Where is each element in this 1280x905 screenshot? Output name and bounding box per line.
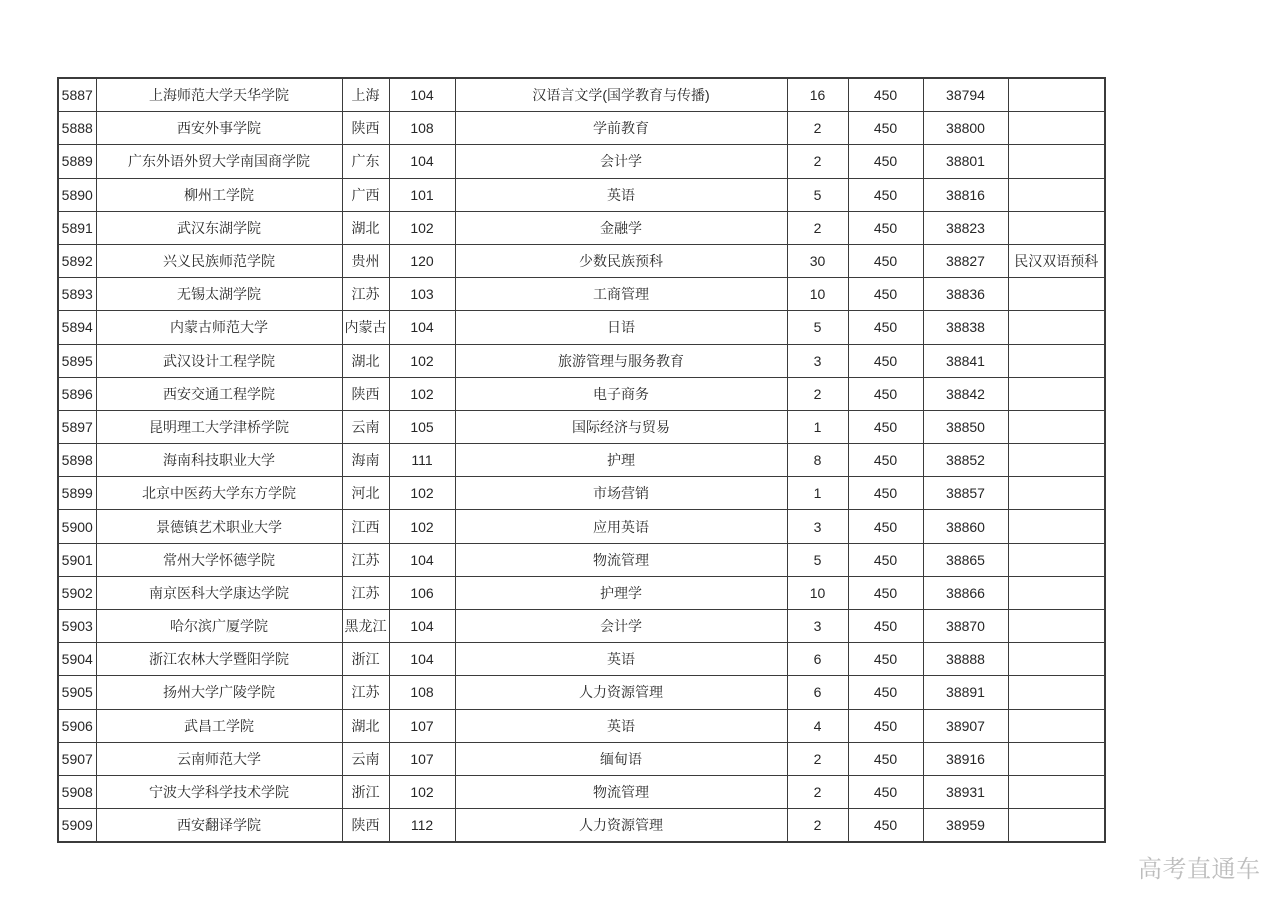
cell-remark <box>1008 643 1105 676</box>
cell-school-code: 5891 <box>58 211 96 244</box>
cell-plan-count: 3 <box>787 344 848 377</box>
cell-major-name: 金融学 <box>455 211 787 244</box>
cell-score: 450 <box>848 709 923 742</box>
cell-rank: 38931 <box>923 775 1008 808</box>
cell-score: 450 <box>848 78 923 112</box>
cell-major-name: 学前教育 <box>455 112 787 145</box>
cell-major-code: 104 <box>389 610 455 643</box>
cell-major-code: 105 <box>389 410 455 443</box>
cell-school-name: 西安翻译学院 <box>96 809 342 843</box>
cell-school-name: 西安交通工程学院 <box>96 377 342 410</box>
cell-province: 江苏 <box>342 543 389 576</box>
cell-major-code: 104 <box>389 643 455 676</box>
cell-plan-count: 3 <box>787 610 848 643</box>
cell-rank: 38836 <box>923 278 1008 311</box>
cell-score: 450 <box>848 344 923 377</box>
cell-plan-count: 2 <box>787 809 848 843</box>
cell-plan-count: 1 <box>787 477 848 510</box>
cell-province: 陕西 <box>342 377 389 410</box>
cell-school-code: 5890 <box>58 178 96 211</box>
cell-remark <box>1008 112 1105 145</box>
cell-school-name: 西安外事学院 <box>96 112 342 145</box>
cell-school-code: 5887 <box>58 78 96 112</box>
cell-school-code: 5908 <box>58 775 96 808</box>
cell-school-code: 5896 <box>58 377 96 410</box>
cell-school-code: 5897 <box>58 410 96 443</box>
cell-school-name: 哈尔滨广厦学院 <box>96 610 342 643</box>
cell-school-name: 常州大学怀德学院 <box>96 543 342 576</box>
cell-major-name: 市场营销 <box>455 477 787 510</box>
cell-rank: 38800 <box>923 112 1008 145</box>
cell-remark <box>1008 809 1105 843</box>
table-row <box>58 344 1105 377</box>
cell-plan-count: 5 <box>787 543 848 576</box>
cell-province: 河北 <box>342 477 389 510</box>
cell-rank: 38891 <box>923 676 1008 709</box>
table-row <box>58 477 1105 510</box>
admission-table <box>57 77 1106 843</box>
table-row <box>58 775 1105 808</box>
cell-province: 广东 <box>342 145 389 178</box>
cell-province: 湖北 <box>342 211 389 244</box>
cell-major-name: 少数民族预科 <box>455 244 787 277</box>
cell-major-name: 人力资源管理 <box>455 676 787 709</box>
table-row <box>58 178 1105 211</box>
cell-plan-count: 5 <box>787 311 848 344</box>
cell-school-name: 扬州大学广陵学院 <box>96 676 342 709</box>
cell-major-name: 旅游管理与服务教育 <box>455 344 787 377</box>
cell-province: 云南 <box>342 410 389 443</box>
cell-major-name: 英语 <box>455 709 787 742</box>
cell-remark <box>1008 742 1105 775</box>
cell-rank: 38827 <box>923 244 1008 277</box>
cell-score: 450 <box>848 742 923 775</box>
cell-major-name: 工商管理 <box>455 278 787 311</box>
cell-score: 450 <box>848 311 923 344</box>
cell-school-code: 5889 <box>58 145 96 178</box>
cell-score: 450 <box>848 145 923 178</box>
cell-score: 450 <box>848 377 923 410</box>
cell-remark <box>1008 543 1105 576</box>
cell-school-name: 兴义民族师范学院 <box>96 244 342 277</box>
cell-remark <box>1008 610 1105 643</box>
cell-rank: 38801 <box>923 145 1008 178</box>
cell-score: 450 <box>848 610 923 643</box>
cell-plan-count: 2 <box>787 742 848 775</box>
cell-major-name: 护理 <box>455 444 787 477</box>
cell-rank: 38866 <box>923 576 1008 609</box>
cell-score: 450 <box>848 643 923 676</box>
cell-plan-count: 2 <box>787 211 848 244</box>
cell-province: 内蒙古 <box>342 311 389 344</box>
cell-rank: 38865 <box>923 543 1008 576</box>
cell-rank: 38959 <box>923 809 1008 843</box>
cell-school-name: 武汉东湖学院 <box>96 211 342 244</box>
cell-major-name: 缅甸语 <box>455 742 787 775</box>
cell-major-code: 102 <box>389 510 455 543</box>
cell-major-code: 108 <box>389 676 455 709</box>
cell-school-name: 武汉设计工程学院 <box>96 344 342 377</box>
cell-province: 海南 <box>342 444 389 477</box>
cell-major-name: 汉语言文学(国学教育与传播) <box>455 78 787 112</box>
cell-major-code: 111 <box>389 444 455 477</box>
cell-plan-count: 2 <box>787 145 848 178</box>
cell-school-code: 5906 <box>58 709 96 742</box>
cell-school-name: 广东外语外贸大学南国商学院 <box>96 145 342 178</box>
cell-score: 450 <box>848 444 923 477</box>
cell-school-code: 5892 <box>58 244 96 277</box>
cell-rank: 38842 <box>923 377 1008 410</box>
cell-major-name: 会计学 <box>455 610 787 643</box>
cell-remark: 民汉双语预科 <box>1008 244 1105 277</box>
cell-major-name: 日语 <box>455 311 787 344</box>
cell-score: 450 <box>848 576 923 609</box>
cell-school-code: 5893 <box>58 278 96 311</box>
cell-remark <box>1008 410 1105 443</box>
cell-province: 广西 <box>342 178 389 211</box>
cell-province: 江西 <box>342 510 389 543</box>
cell-province: 贵州 <box>342 244 389 277</box>
cell-plan-count: 10 <box>787 576 848 609</box>
cell-province: 浙江 <box>342 643 389 676</box>
cell-major-code: 102 <box>389 377 455 410</box>
cell-major-code: 120 <box>389 244 455 277</box>
cell-remark <box>1008 211 1105 244</box>
cell-rank: 38888 <box>923 643 1008 676</box>
table-row <box>58 112 1105 145</box>
cell-remark <box>1008 676 1105 709</box>
cell-school-name: 昆明理工大学津桥学院 <box>96 410 342 443</box>
table-row <box>58 709 1105 742</box>
cell-major-code: 103 <box>389 278 455 311</box>
cell-remark <box>1008 775 1105 808</box>
cell-province: 陕西 <box>342 809 389 843</box>
cell-school-name: 海南科技职业大学 <box>96 444 342 477</box>
cell-rank: 38857 <box>923 477 1008 510</box>
cell-major-code: 112 <box>389 809 455 843</box>
cell-remark <box>1008 576 1105 609</box>
cell-major-name: 英语 <box>455 643 787 676</box>
cell-plan-count: 1 <box>787 410 848 443</box>
cell-plan-count: 6 <box>787 643 848 676</box>
table-row <box>58 643 1105 676</box>
cell-score: 450 <box>848 211 923 244</box>
cell-remark <box>1008 78 1105 112</box>
cell-province: 上海 <box>342 78 389 112</box>
cell-major-code: 102 <box>389 211 455 244</box>
cell-school-name: 武昌工学院 <box>96 709 342 742</box>
cell-major-code: 104 <box>389 543 455 576</box>
cell-remark <box>1008 178 1105 211</box>
table-row <box>58 444 1105 477</box>
table-row <box>58 145 1105 178</box>
cell-school-code: 5899 <box>58 477 96 510</box>
cell-school-code: 5903 <box>58 610 96 643</box>
cell-province: 江苏 <box>342 576 389 609</box>
cell-rank: 38794 <box>923 78 1008 112</box>
cell-remark <box>1008 444 1105 477</box>
cell-plan-count: 10 <box>787 278 848 311</box>
cell-major-code: 104 <box>389 311 455 344</box>
cell-province: 江苏 <box>342 278 389 311</box>
cell-school-code: 5902 <box>58 576 96 609</box>
cell-score: 450 <box>848 543 923 576</box>
table-row <box>58 576 1105 609</box>
cell-score: 450 <box>848 410 923 443</box>
cell-remark <box>1008 377 1105 410</box>
table-row <box>58 377 1105 410</box>
cell-rank: 38860 <box>923 510 1008 543</box>
cell-score: 450 <box>848 112 923 145</box>
cell-score: 450 <box>848 676 923 709</box>
cell-school-code: 5909 <box>58 809 96 843</box>
cell-school-code: 5901 <box>58 543 96 576</box>
cell-remark <box>1008 145 1105 178</box>
cell-major-code: 106 <box>389 576 455 609</box>
table-row <box>58 676 1105 709</box>
cell-school-name: 无锡太湖学院 <box>96 278 342 311</box>
table-row <box>58 78 1105 112</box>
cell-school-name: 宁波大学科学技术学院 <box>96 775 342 808</box>
cell-school-code: 5888 <box>58 112 96 145</box>
cell-plan-count: 6 <box>787 676 848 709</box>
cell-rank: 38823 <box>923 211 1008 244</box>
cell-major-name: 国际经济与贸易 <box>455 410 787 443</box>
cell-plan-count: 5 <box>787 178 848 211</box>
cell-plan-count: 3 <box>787 510 848 543</box>
cell-school-name: 上海师范大学天华学院 <box>96 78 342 112</box>
cell-rank: 38916 <box>923 742 1008 775</box>
table-row <box>58 278 1105 311</box>
cell-plan-count: 30 <box>787 244 848 277</box>
cell-remark <box>1008 278 1105 311</box>
cell-score: 450 <box>848 477 923 510</box>
cell-score: 450 <box>848 809 923 843</box>
cell-major-name: 物流管理 <box>455 543 787 576</box>
cell-score: 450 <box>848 510 923 543</box>
cell-province: 黑龙江 <box>342 610 389 643</box>
table-row <box>58 211 1105 244</box>
cell-province: 陕西 <box>342 112 389 145</box>
admission-table-body <box>58 78 1105 842</box>
cell-major-name: 人力资源管理 <box>455 809 787 843</box>
cell-major-code: 107 <box>389 709 455 742</box>
cell-major-code: 107 <box>389 742 455 775</box>
cell-rank: 38841 <box>923 344 1008 377</box>
cell-school-code: 5895 <box>58 344 96 377</box>
cell-school-name: 云南师范大学 <box>96 742 342 775</box>
table-row <box>58 244 1105 277</box>
cell-remark <box>1008 344 1105 377</box>
cell-school-name: 南京医科大学康达学院 <box>96 576 342 609</box>
watermark-gaokao-zhitongche: 高考直通车 <box>1138 856 1261 883</box>
cell-school-name: 景德镇艺术职业大学 <box>96 510 342 543</box>
cell-rank: 38838 <box>923 311 1008 344</box>
cell-major-name: 应用英语 <box>455 510 787 543</box>
table-row <box>58 610 1105 643</box>
cell-rank: 38870 <box>923 610 1008 643</box>
cell-score: 450 <box>848 775 923 808</box>
cell-school-name: 柳州工学院 <box>96 178 342 211</box>
cell-rank: 38816 <box>923 178 1008 211</box>
table-row <box>58 311 1105 344</box>
cell-school-code: 5905 <box>58 676 96 709</box>
cell-plan-count: 4 <box>787 709 848 742</box>
table-row <box>58 410 1105 443</box>
cell-school-code: 5904 <box>58 643 96 676</box>
cell-province: 湖北 <box>342 709 389 742</box>
cell-remark <box>1008 311 1105 344</box>
cell-school-code: 5900 <box>58 510 96 543</box>
table-row <box>58 543 1105 576</box>
cell-major-code: 102 <box>389 477 455 510</box>
cell-remark <box>1008 477 1105 510</box>
cell-school-code: 5907 <box>58 742 96 775</box>
cell-remark <box>1008 510 1105 543</box>
cell-province: 湖北 <box>342 344 389 377</box>
cell-major-name: 英语 <box>455 178 787 211</box>
cell-rank: 38852 <box>923 444 1008 477</box>
cell-school-name: 北京中医药大学东方学院 <box>96 477 342 510</box>
cell-school-name: 浙江农林大学暨阳学院 <box>96 643 342 676</box>
cell-province: 云南 <box>342 742 389 775</box>
cell-plan-count: 2 <box>787 377 848 410</box>
cell-plan-count: 2 <box>787 775 848 808</box>
cell-score: 450 <box>848 178 923 211</box>
cell-school-code: 5894 <box>58 311 96 344</box>
cell-major-code: 102 <box>389 775 455 808</box>
cell-major-code: 104 <box>389 145 455 178</box>
table-row <box>58 809 1105 843</box>
cell-major-name: 护理学 <box>455 576 787 609</box>
table-row <box>58 742 1105 775</box>
cell-major-code: 104 <box>389 78 455 112</box>
cell-remark <box>1008 709 1105 742</box>
cell-score: 450 <box>848 244 923 277</box>
table-row <box>58 510 1105 543</box>
cell-major-code: 108 <box>389 112 455 145</box>
cell-school-name: 内蒙古师范大学 <box>96 311 342 344</box>
cell-plan-count: 16 <box>787 78 848 112</box>
cell-province: 江苏 <box>342 676 389 709</box>
cell-major-code: 102 <box>389 344 455 377</box>
cell-major-code: 101 <box>389 178 455 211</box>
cell-plan-count: 2 <box>787 112 848 145</box>
cell-score: 450 <box>848 278 923 311</box>
cell-rank: 38850 <box>923 410 1008 443</box>
cell-major-name: 物流管理 <box>455 775 787 808</box>
cell-major-name: 电子商务 <box>455 377 787 410</box>
cell-rank: 38907 <box>923 709 1008 742</box>
cell-province: 浙江 <box>342 775 389 808</box>
cell-school-code: 5898 <box>58 444 96 477</box>
cell-major-name: 会计学 <box>455 145 787 178</box>
cell-plan-count: 8 <box>787 444 848 477</box>
